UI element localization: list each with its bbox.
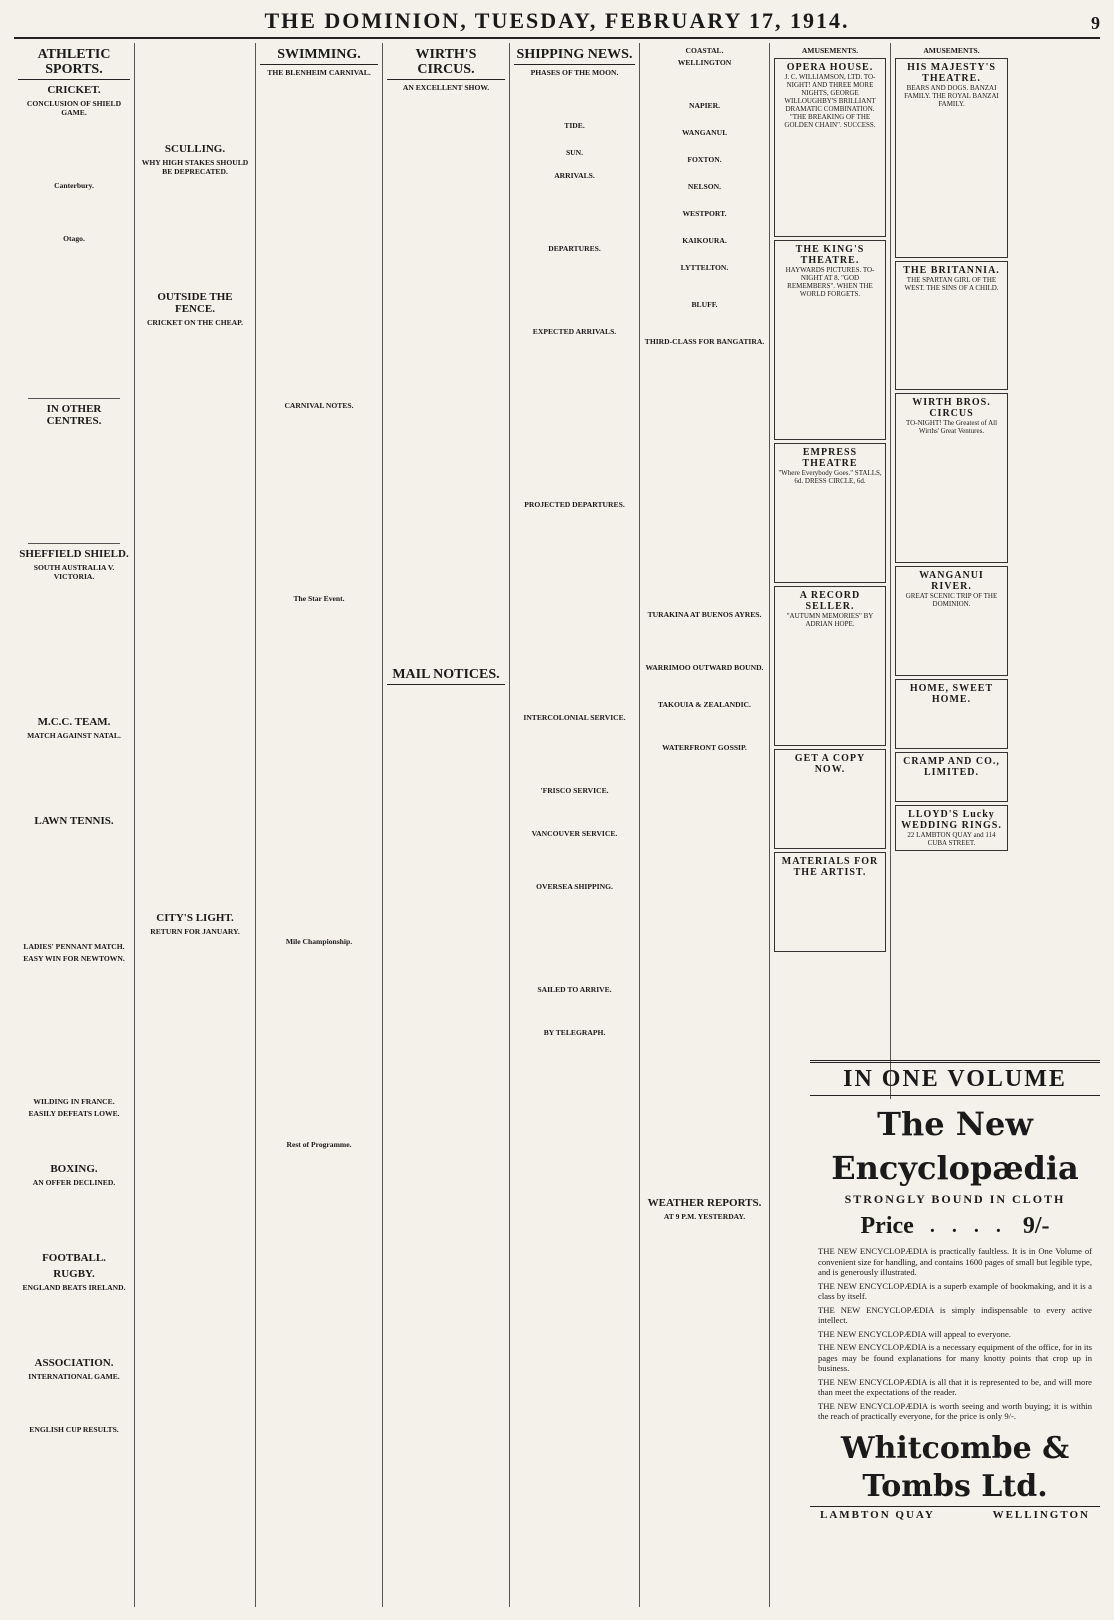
advert-title: WIRTH BROS. CIRCUS (912, 397, 991, 419)
advert-paragraph: THE NEW ENCYCLOPÆDIA is a necessary equipment of the office, for in its pages may be found explanations for many knotty points that crop up in business. (818, 1342, 1092, 1373)
advert-britannia (895, 261, 1008, 390)
advert-body: J. C. WILLIAMSON, LTD. TO-NIGHT! AND THREE MORE NIGHTS, GEORGE WILLOUGHBY'S BRILLIANT DRAMATIC COMBINATION. "THE BREAKING OF THE GOLDEN CHAIN". SUCCESS. (784, 73, 876, 129)
article-text (644, 111, 765, 125)
advert-title: A RECORD SELLER. (799, 590, 861, 612)
subheading: NAPIER. (688, 101, 720, 110)
subheading: VANCOUVER SERVICE. (531, 829, 618, 838)
article-text (644, 219, 765, 233)
subheading: AN EXCELLENT SHOW. (402, 83, 490, 92)
price-value: 9/- (1022, 1213, 1050, 1239)
article-text (644, 673, 765, 697)
advert-paragraph: THE NEW ENCYCLOPÆDIA will appeal to everyone. (818, 1328, 1011, 1339)
subheading: PROJECTED DEPARTURES. (524, 500, 625, 509)
article-text (260, 78, 378, 398)
subheading: RETURN FOR JANUARY. (150, 927, 240, 936)
heading: BOXING. (50, 1163, 98, 1175)
article-text (18, 429, 130, 539)
price-line: Price . . . . 9/- (860, 1213, 1050, 1239)
subheading: EXPECTED ARRIVALS. (532, 327, 617, 336)
table (514, 892, 635, 982)
section-heading: WIRTH'S CIRCUS. (387, 47, 505, 80)
article-text (18, 118, 130, 178)
article-text (18, 1119, 130, 1159)
section-heading: MAIL NOTICES. (387, 667, 505, 685)
subheading: WESTPORT. (682, 209, 727, 218)
advert-wanganui-river (895, 566, 1008, 676)
subheading: CRICKET ON THE CHEAP. (146, 318, 244, 327)
article-text (260, 411, 378, 591)
article-text (644, 246, 765, 260)
section-heading: ATHLETIC SPORTS. (18, 47, 130, 80)
advert-cramp (895, 752, 1008, 802)
subheading: COASTAL. (685, 46, 724, 55)
subheading: OVERSEA SHIPPING. (536, 882, 613, 891)
advert-paragraph: THE NEW ENCYCLOPÆDIA is worth seeing and worth buying; it is within the reach of practically everyone, for the price is only 9/-. (818, 1400, 1092, 1421)
advert-title: EMPRESS THEATRE (802, 447, 858, 469)
advert-paragraph: THE NEW ENCYCLOPÆDIA is practically faultless. It is in One Volume of convenient size for handling, and contains 1600 pages of small but legible type, and is generously illustrated. (818, 1246, 1092, 1277)
subheading: ENGLISH CUP RESULTS. (29, 1425, 119, 1434)
heading: SHEFFIELD SHIELD. (19, 548, 129, 560)
subheading: ARRIVALS. (554, 171, 595, 180)
section-heading: AMUSEMENTS. (923, 46, 980, 55)
advert-paragraph: THE NEW ENCYCLOPÆDIA is simply indispensable to every active intellect. (818, 1304, 1092, 1325)
article-text (514, 254, 635, 324)
heading: RUGBY. (53, 1268, 95, 1280)
article-text (514, 723, 635, 783)
address-city: WELLINGTON (992, 1508, 1090, 1521)
advert-title: MATERIALS FOR THE ARTIST. (781, 856, 879, 878)
advert-materials (774, 852, 886, 952)
publisher-name: Whitcombe & Tombs Ltd. (840, 1430, 1070, 1504)
advert-title: LLOYD'S Lucky WEDDING RINGS. (901, 809, 1002, 831)
heading: LAWN TENNIS. (34, 815, 114, 827)
article-text (644, 138, 765, 152)
article-text (644, 710, 765, 740)
advert-paragraph: THE NEW ENCYCLOPÆDIA is all that it is represented to be, and will more than meet the expectations of the reader. (818, 1376, 1092, 1397)
article-text (18, 964, 130, 1094)
heading: CITY'S LIGHT. (156, 912, 234, 924)
subheading: THE BLENHEIM CARNIVAL. (267, 68, 371, 77)
section-heading: AMUSEMENTS. (801, 46, 859, 55)
subheading: THIRD-CLASS FOR BANGATIRA. (644, 337, 765, 346)
article-text (644, 620, 765, 660)
advert-get-a-copy (774, 749, 886, 849)
advert-kings-theatre (774, 240, 886, 440)
advert-title: OPERA HOUSE. (786, 62, 874, 73)
advert-title: The New Encyclopædia (831, 1105, 1079, 1187)
subheading: WARRIMOO OUTWARD BOUND. (645, 663, 764, 672)
subheading: LADIES' PENNANT MATCH. (23, 942, 125, 951)
article-text (644, 165, 765, 179)
article-text (514, 839, 635, 879)
publisher-address (810, 1506, 1100, 1523)
advert-body: TO-NIGHT! The Greatest of All Wirths' Great Ventures. (905, 419, 998, 435)
advert-body (810, 1246, 1100, 1422)
advert-empress-theatre (774, 443, 886, 583)
column-sport-continued (135, 43, 256, 1607)
table (514, 158, 635, 168)
address-street: LAMBTON QUAY (820, 1508, 935, 1521)
page-number: 9 (1090, 13, 1100, 33)
article-text (18, 1188, 130, 1248)
binding-note: STRONGLY BOUND IN CLOTH (844, 1192, 1066, 1206)
advert-body: "Where Everybody Goes." STALLS, 6d. DRESS CIRCLE, 6d. (778, 469, 882, 485)
heading: WEATHER REPORTS. (647, 1197, 762, 1209)
article-text (260, 947, 378, 1137)
article-text (644, 192, 765, 206)
article-text (644, 347, 765, 607)
article-text (18, 741, 130, 811)
column-coastal (640, 43, 770, 1607)
table (514, 78, 635, 118)
subheading: The Star Event. (293, 594, 345, 603)
subheading: WATERFRONT GOSSIP. (662, 743, 747, 752)
subheading: BLUFF. (691, 300, 718, 309)
subheading: NELSON. (687, 182, 722, 191)
subheading: BY TELEGRAPH. (543, 1028, 606, 1037)
subheading: LYTTELTON. (680, 263, 729, 272)
subheading: TURAKINA AT BUENOS AYRES. (647, 610, 762, 619)
heading: ASSOCIATION. (34, 1357, 114, 1369)
subheading: ENGLAND BEATS IRELAND. (22, 1283, 126, 1292)
scorecard (18, 244, 130, 394)
page-title: THE DOMINION, TUESDAY, FEBRUARY 17, 1914. (264, 8, 850, 33)
column-athletic-sports (14, 43, 135, 1607)
subheading: KAIKOURA. (682, 236, 727, 245)
advert-home-sweet-home (895, 679, 1008, 749)
article-text (644, 68, 765, 98)
subheading: TAKOUIA & ZEALANDIC. (658, 700, 751, 709)
advert-opera-house (774, 58, 886, 237)
article-text (387, 93, 505, 663)
article-text (644, 310, 765, 334)
article-text (644, 753, 765, 1193)
article-text (514, 796, 635, 826)
advert-title: HOME, SWEET HOME. (909, 683, 994, 705)
advert-title: THE BRITANNIA. (903, 265, 1000, 276)
advert-lloyds (895, 805, 1008, 851)
subheading: INTERNATIONAL GAME. (28, 1372, 120, 1381)
subheading: AT 9 P.M. YESTERDAY. (663, 1212, 746, 1221)
subheading: WELLINGTON (677, 58, 732, 67)
price-label: Price (860, 1213, 914, 1239)
subheading: WILDING IN FRANCE. (33, 1097, 115, 1106)
heading-cricket: CRICKET. (47, 84, 101, 96)
advert-title: CRAMP AND CO., LIMITED. (903, 756, 1000, 778)
subheading: TIDE. (564, 121, 585, 130)
masthead (14, 8, 1100, 39)
article-text (139, 43, 251, 139)
section-heading: SWIMMING. (260, 47, 378, 65)
advert-title: GET A COPY NOW. (794, 753, 866, 775)
column-circus-mail (383, 43, 510, 1607)
article-text (644, 273, 765, 297)
encyclopaedia-advert (810, 1060, 1100, 1620)
column-shipping (510, 43, 640, 1607)
article-text (18, 829, 130, 939)
advert-body: HAYWARDS PICTURES. TO-NIGHT AT 8. "GOD REMEMBERS". WHEN THE WORLD FORGETS. (785, 266, 875, 298)
subheading: WANGANUI. (682, 128, 727, 137)
heading: M.C.C. TEAM. (37, 716, 111, 728)
advert-title: HIS MAJESTY'S THEATRE. (907, 62, 996, 84)
advert-wirths-circus (895, 393, 1008, 563)
subheading: Otago. (63, 234, 85, 243)
column-amusements-1 (770, 43, 891, 1099)
advert-body: THE SPARTAN GIRL OF THE WEST. THE SINS OF A CHILD. (904, 276, 999, 292)
subheading: 'FRISCO SERVICE. (540, 786, 609, 795)
article-text (260, 604, 378, 934)
subheading: SUN. (565, 148, 584, 157)
subheading: WHY HIGH STAKES SHOULD BE DEPRECATED. (141, 158, 249, 176)
table (514, 131, 635, 145)
subheading: Canterbury. (54, 181, 94, 190)
subheading: SOUTH AUSTRALIA V. VICTORIA. (33, 563, 115, 581)
subheading: Mile Championship. (285, 937, 353, 946)
advert-record-seller (774, 586, 886, 746)
subheading: Rest of Programme. (286, 1140, 352, 1149)
subheading: FOXTON. (687, 155, 722, 164)
advert-title: WANGANUI RIVER. (919, 570, 984, 592)
heading: FOOTBALL. (42, 1252, 106, 1264)
subheading: INTERCOLONIAL SERVICE. (523, 713, 626, 722)
article-text (18, 1382, 130, 1422)
article-text (514, 337, 635, 497)
article-text (514, 181, 635, 241)
advert-his-majestys (895, 58, 1008, 258)
subheading: MATCH AGAINST NATAL. (27, 731, 121, 740)
advert-body: "AUTUMN MEMORIES" BY ADRIAN HOPE. (786, 612, 874, 628)
section-heading: SHIPPING NEWS. (514, 47, 635, 65)
heading: IN OTHER CENTRES. (46, 403, 102, 427)
subheading: EASILY DEFEATS LOWE. (28, 1109, 120, 1118)
subheading: CARNIVAL NOTES. (284, 401, 354, 410)
advert-body: BEARS AND DOGS. BANZAI FAMILY. THE ROYAL BANZAI FAMILY. (904, 84, 999, 108)
heading: OUTSIDE THE FENCE. (157, 291, 233, 315)
column-amusements-2 (891, 43, 1012, 1099)
article-text (139, 328, 251, 908)
subheading: CONCLUSION OF SHIELD GAME. (26, 99, 122, 117)
article-text (18, 582, 130, 712)
advert-title: THE KING'S THEATRE. (795, 244, 865, 266)
article-text (139, 177, 251, 287)
article-text (514, 510, 635, 710)
advert-paragraph: THE NEW ENCYCLOPÆDIA is a superb example of bookmaking, and it is a class by itself. (818, 1280, 1092, 1301)
heading: SCULLING. (164, 143, 226, 155)
article-text (514, 995, 635, 1025)
subheading: DEPARTURES. (548, 244, 601, 253)
subheading: EASY WIN FOR NEWTOWN. (23, 954, 125, 963)
subheading: PHASES OF THE MOON. (530, 68, 619, 77)
article-text (18, 1293, 130, 1353)
subheading: AN OFFER DECLINED. (32, 1178, 116, 1187)
subheading: SAILED TO ARRIVE. (537, 985, 612, 994)
advert-body: 22 LAMBTON QUAY and 114 CUBA STREET. (907, 831, 996, 847)
advert-headline: IN ONE VOLUME (810, 1060, 1100, 1096)
scorecard (18, 191, 130, 231)
column-swimming (256, 43, 383, 1607)
advert-body: GREAT SCENIC TRIP OF THE DOMINION. (905, 592, 998, 608)
